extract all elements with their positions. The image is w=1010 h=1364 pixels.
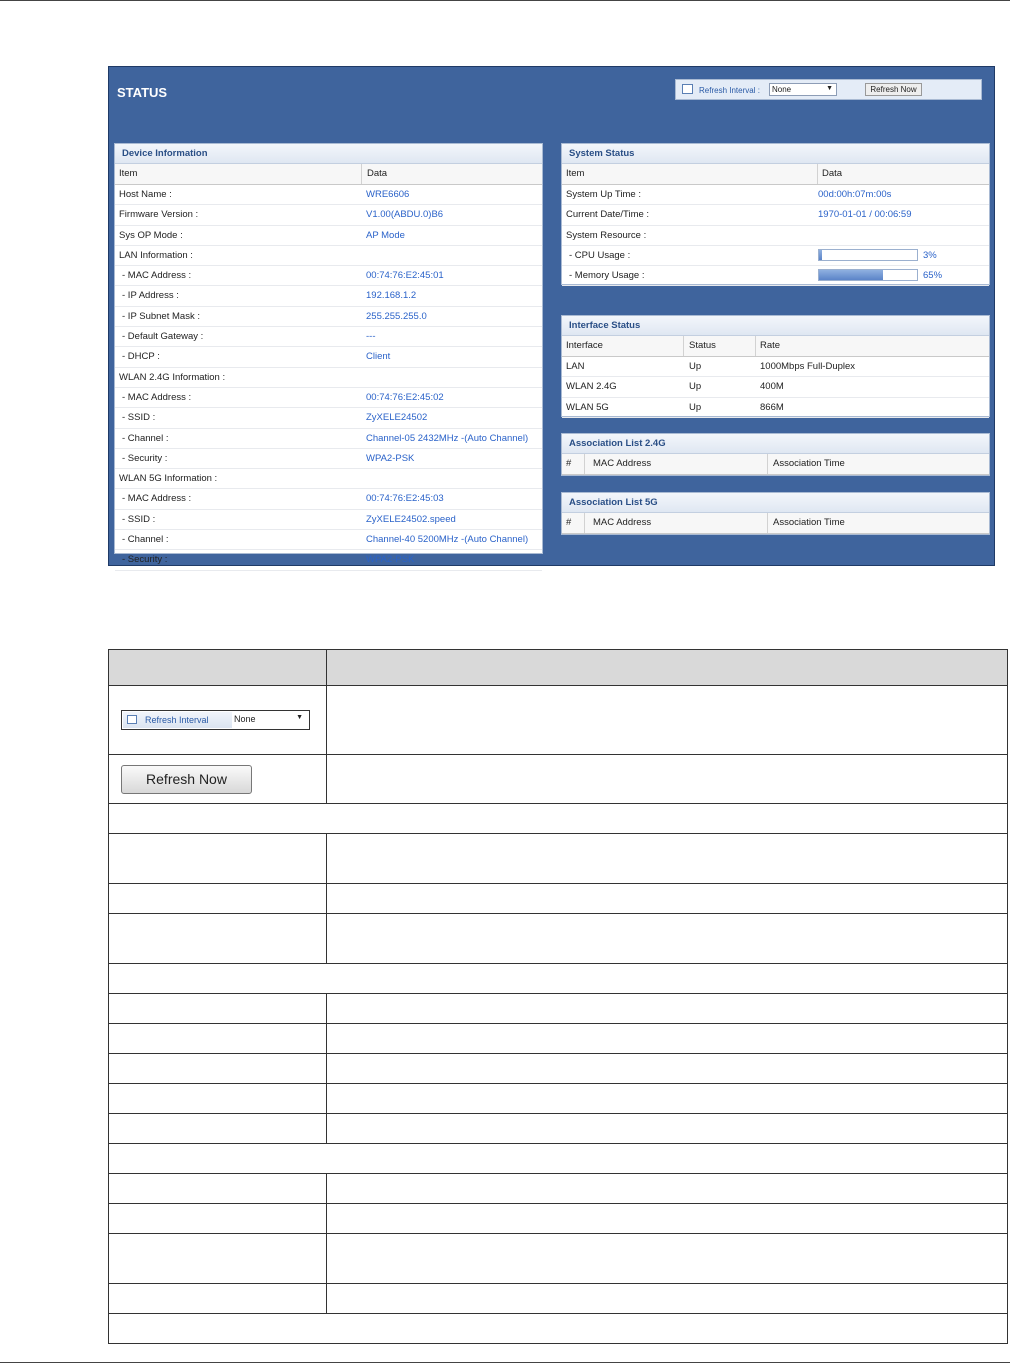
item-label: - Memory Usage : <box>569 270 645 282</box>
item-label: - IP Subnet Mask : <box>122 310 200 322</box>
column-header-rate: Rate <box>760 340 781 351</box>
table-row <box>109 834 1008 884</box>
table-row <box>109 964 1008 994</box>
item-label: - DHCP : <box>122 351 160 363</box>
column-header-item: Item <box>566 168 585 179</box>
table-row <box>115 286 542 306</box>
memory-usage-value: 65% <box>923 270 943 282</box>
table-row <box>109 755 1008 804</box>
interface-rate: 400M <box>760 381 784 393</box>
item-value: 00:74:76:E2:45:03 <box>366 493 444 505</box>
item-label: WLAN 2.4G Information : <box>119 371 226 383</box>
table-row <box>115 327 542 347</box>
item-value: Channel-40 5200MHz -(Auto Channel) <box>366 534 529 546</box>
table-row <box>109 994 1008 1024</box>
table-row <box>109 1024 1008 1054</box>
association-list-5g-title: Association List 5G <box>562 493 989 513</box>
item-label: - Security : <box>122 554 168 566</box>
table-row <box>115 530 542 550</box>
item-label: - MAC Address : <box>122 493 192 505</box>
item-value: Channel-05 2432MHz -(Auto Channel) <box>366 432 529 444</box>
column-header-status: Status <box>689 340 716 351</box>
refresh-interval-control-image <box>121 710 310 730</box>
table-row <box>115 469 542 489</box>
system-status-header <box>562 164 989 185</box>
refresh-interval-value: None <box>234 714 256 724</box>
column-header-association-time: Association Time <box>773 458 845 469</box>
cpu-usage-value: 3% <box>923 249 937 261</box>
table-row <box>115 266 542 286</box>
column-header-association-time: Association Time <box>773 517 845 528</box>
item-value: 255.255.255.0 <box>366 310 427 322</box>
column-header-mac-address: MAC Address <box>593 458 652 469</box>
system-status-title: System Status <box>562 144 989 164</box>
refresh-interval-value: None <box>772 85 792 94</box>
table-row <box>115 226 542 246</box>
system-up-time-value: 00d:00h:07m:00s <box>818 189 892 200</box>
device-information-rows <box>115 185 542 571</box>
interface-status: Up <box>689 361 702 372</box>
item-value: WPA2-PSK <box>366 452 415 464</box>
item-value: Client <box>366 351 391 363</box>
item-label: Sys OP Mode : <box>119 229 183 241</box>
interface-status-panel <box>561 315 990 417</box>
item-label: - SSID : <box>122 513 156 525</box>
table-row <box>115 449 542 469</box>
association-list-5g-header <box>562 513 989 534</box>
table-row <box>115 429 542 449</box>
refresh-interval-bar <box>675 79 982 100</box>
system-status-panel <box>561 143 990 285</box>
item-label: System Up Time : <box>566 189 641 200</box>
item-label: WLAN 5G Information : <box>119 473 218 485</box>
column-header-item: Item <box>119 168 138 179</box>
interface-status-title: Interface Status <box>562 316 989 336</box>
refresh-now-button-image: Refresh Now <box>121 765 252 794</box>
column-header-data: Data <box>367 168 388 179</box>
item-value: WPA2-PSK <box>366 554 415 566</box>
table-row <box>115 307 542 327</box>
table-row <box>109 1114 1008 1144</box>
field-description-table <box>108 649 1008 1344</box>
item-value: 192.168.1.2 <box>366 290 417 302</box>
item-value: --- <box>366 331 376 343</box>
item-label: System Resource : <box>566 229 647 241</box>
item-label: Host Name : <box>119 189 172 200</box>
table-row <box>109 804 1008 834</box>
table-row <box>115 510 542 530</box>
item-label: Firmware Version : <box>119 209 199 221</box>
table-row <box>562 226 989 246</box>
item-label: - Security : <box>122 452 168 464</box>
column-header-number: # <box>566 517 572 528</box>
item-label: - Channel : <box>122 534 169 546</box>
item-value: 00:74:76:E2:45:02 <box>366 391 444 403</box>
table-row <box>109 1314 1008 1344</box>
table-header-row <box>109 650 1008 686</box>
table-row <box>115 489 542 509</box>
table-row <box>562 185 989 205</box>
page-title: STATUS <box>117 85 168 100</box>
table-row <box>109 1204 1008 1234</box>
status-screen <box>108 66 995 566</box>
interface-rate: 1000Mbps Full-Duplex <box>760 361 856 372</box>
page-bottom-rule <box>0 1362 1010 1363</box>
table-row <box>562 398 989 418</box>
device-information-panel <box>114 143 543 566</box>
item-value: AP Mode <box>366 229 405 241</box>
item-value: 00:74:76:E2:45:01 <box>366 270 444 282</box>
table-row <box>109 914 1008 964</box>
item-label: - CPU Usage : <box>569 249 631 261</box>
refresh-interval-label: Refresh Interval <box>145 715 209 725</box>
table-row <box>109 1234 1008 1284</box>
table-row <box>115 368 542 388</box>
interface-rate: 866M <box>760 401 784 413</box>
interface-status: Up <box>689 401 702 413</box>
item-value: V1.00(ABDU.0)B6 <box>366 209 444 221</box>
table-row <box>562 205 989 225</box>
item-label: - MAC Address : <box>122 270 192 282</box>
memory-usage-fill <box>819 270 883 280</box>
item-value: WRE6606 <box>366 189 410 200</box>
column-header-number: # <box>566 458 572 469</box>
refresh-interval-select[interactable] <box>769 83 837 96</box>
table-row <box>109 1284 1008 1314</box>
item-label: - Default Gateway : <box>122 331 204 343</box>
interface-status-header <box>562 336 989 357</box>
item-value: ZyXELE24502 <box>366 412 428 424</box>
cpu-usage-fill <box>819 250 822 260</box>
interface-name: WLAN 2.4G <box>566 381 617 393</box>
device-information-title: Device Information <box>115 144 542 164</box>
interface-status: Up <box>689 381 702 393</box>
item-label: LAN Information : <box>119 249 193 261</box>
association-list-5g-panel <box>561 492 990 535</box>
column-header-mac-address: MAC Address <box>593 517 652 528</box>
table-row <box>115 246 542 266</box>
table-row <box>115 185 542 205</box>
table-row <box>109 1144 1008 1174</box>
table-row <box>115 347 542 367</box>
cpu-usage-bar <box>818 249 918 261</box>
table-row <box>115 388 542 408</box>
column-header-interface: Interface <box>566 340 603 351</box>
chevron-down-icon: ▼ <box>296 714 303 721</box>
table-row <box>562 357 989 377</box>
interface-name: LAN <box>566 361 585 372</box>
item-label: - IP Address : <box>122 290 179 302</box>
association-list-24g-header <box>562 454 989 475</box>
table-row <box>109 884 1008 914</box>
table-row <box>109 1084 1008 1114</box>
table-row <box>109 1174 1008 1204</box>
chevron-down-icon: ▼ <box>826 85 833 92</box>
memory-usage-bar <box>818 269 918 281</box>
table-row <box>562 377 989 397</box>
device-information-header <box>115 164 542 185</box>
table-row <box>562 266 989 286</box>
table-row <box>562 246 989 266</box>
refresh-icon <box>682 84 693 94</box>
refresh-icon <box>127 715 137 724</box>
item-label: Current Date/Time : <box>566 209 650 221</box>
current-date-time-value: 1970-01-01 / 00:06:59 <box>818 209 912 221</box>
table-row <box>109 686 1008 755</box>
item-label: - SSID : <box>122 412 156 424</box>
association-list-24g-title: Association List 2.4G <box>562 434 989 454</box>
table-row <box>109 1054 1008 1084</box>
interface-name: WLAN 5G <box>566 401 609 413</box>
page-top-rule <box>0 0 1010 1</box>
table-row <box>115 550 542 570</box>
column-header-data: Data <box>822 168 843 179</box>
item-value: ZyXELE24502.speed <box>366 513 456 525</box>
table-row <box>115 408 542 428</box>
item-label: - Channel : <box>122 432 169 444</box>
refresh-now-button[interactable]: Refresh Now <box>865 83 922 96</box>
association-list-24g-panel <box>561 433 990 476</box>
table-row <box>115 205 542 225</box>
item-label: - MAC Address : <box>122 391 192 403</box>
refresh-interval-label: Refresh Interval : <box>699 86 760 95</box>
